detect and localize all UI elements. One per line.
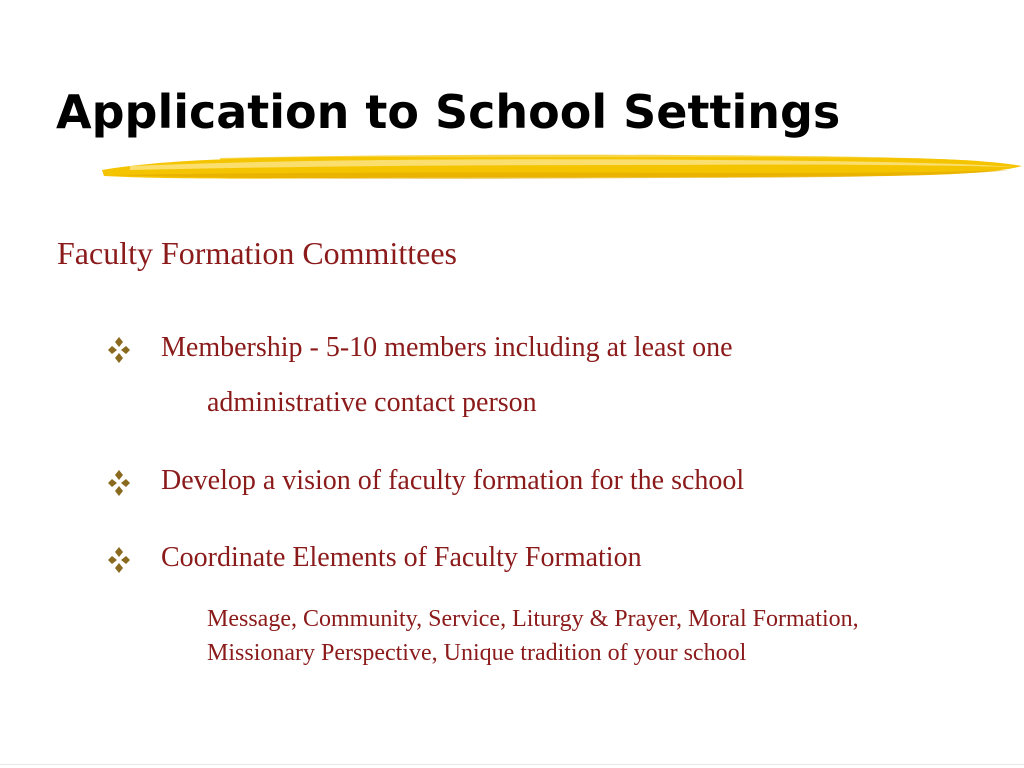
formation-elements-detail: Message, Community, Service, Liturgy & Prayer, Moral Formation, Missionary Perspective, Unique tradition of your school [207, 606, 859, 666]
four-diamond-icon [105, 546, 133, 574]
section-heading: Faculty Formation Committees [57, 235, 457, 271]
slide-bottom-divider [0, 764, 1024, 765]
bullet-text: Develop a vision of faculty formation for the school [161, 465, 745, 496]
four-diamond-icon [105, 469, 133, 497]
title-underline-brushstroke [100, 148, 1024, 188]
bullet-text: Membership - 5-10 members including at least one [161, 332, 733, 363]
bullet-continuation: administrative contact person [207, 387, 537, 418]
bullet-text: Coordinate Elements of Faculty Formation [161, 542, 642, 573]
slide-title: Application to School Settings [56, 85, 841, 139]
four-diamond-icon [105, 336, 133, 364]
